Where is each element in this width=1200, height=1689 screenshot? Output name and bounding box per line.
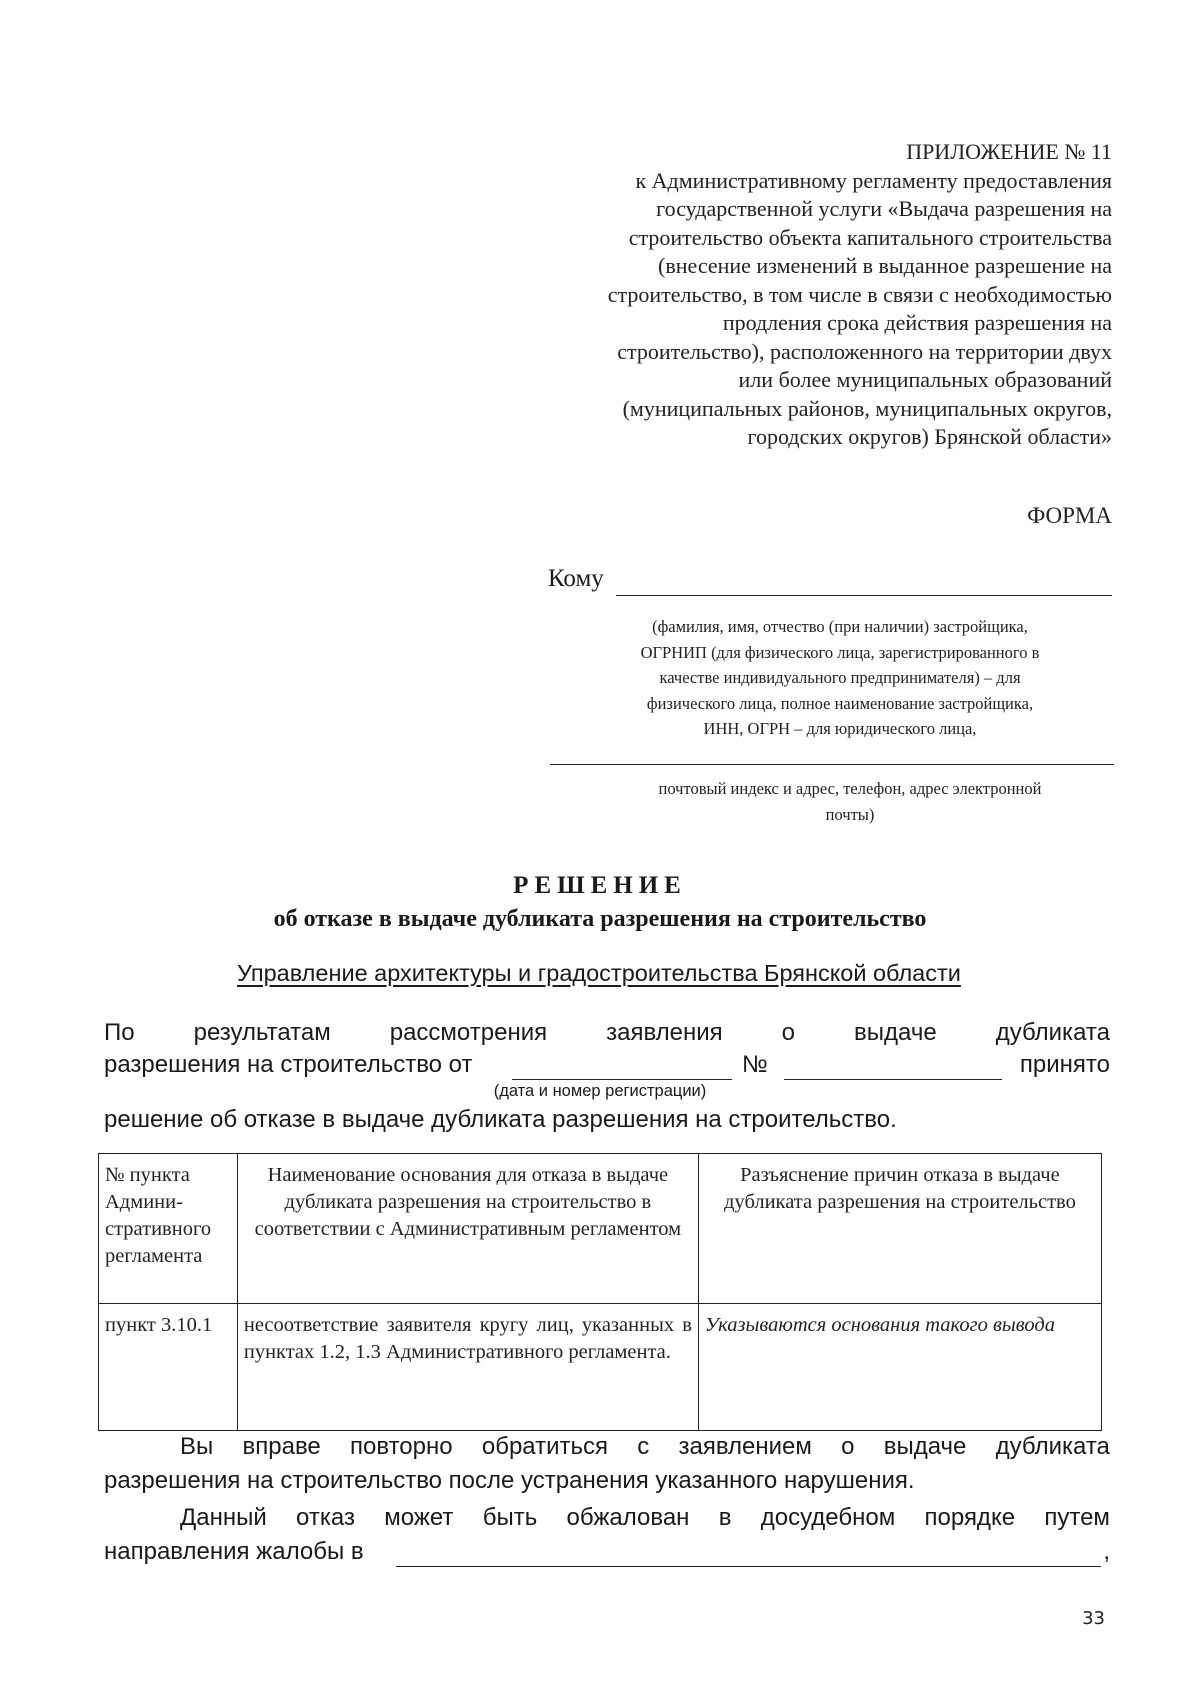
refusal-reasons-table bbox=[98, 1153, 1102, 1431]
table-header-row bbox=[99, 1154, 1102, 1304]
appendix-line: городских округов) Брянской области» bbox=[747, 424, 1112, 449]
word: дубликата bbox=[995, 1019, 1110, 1046]
recipient-input-line[interactable] bbox=[616, 595, 1112, 596]
appendix-line: строительство), расположенного на территории двух bbox=[617, 338, 1112, 364]
word: порядке bbox=[924, 1504, 1016, 1531]
header-reason: Наименование основания для отказа в выдаче дубликата разрешения на строительство в соответствии с Административным регламентом bbox=[237, 1154, 698, 1304]
form-label: ФОРМА bbox=[1027, 503, 1112, 528]
cell-point: пункт 3.10.1 bbox=[99, 1304, 238, 1431]
cell-explanation: Указываются основания такого вывода bbox=[698, 1304, 1101, 1431]
recipient-label: Кому bbox=[548, 565, 604, 592]
word: быть bbox=[482, 1504, 538, 1531]
paragraph-1-line-3: решение об отказе в выдаче дубликата разрешения на строительство. bbox=[104, 1106, 897, 1133]
number-sign: № bbox=[742, 1051, 768, 1078]
table-row bbox=[99, 1304, 1102, 1431]
word: обратиться bbox=[481, 1433, 608, 1460]
appendix-line: строительство, в том числе в связи с необходимостью bbox=[607, 281, 1112, 307]
cell-reason: несоответствие заявителя кругу лиц, указанных в пунктах 1.2, 1.3 Административного регламента. bbox=[237, 1304, 698, 1431]
recipient-note-line: (фамилия, имя, отчество (при наличии) застройщика, bbox=[652, 617, 1028, 636]
comma: , bbox=[1103, 1538, 1110, 1565]
recipient-note bbox=[560, 614, 1120, 742]
word: с bbox=[637, 1433, 650, 1460]
address-note-line: почтовый индекс и адрес, телефон, адрес электронной bbox=[658, 779, 1042, 798]
word: повторно bbox=[350, 1433, 453, 1460]
complaint-authority-input-line[interactable] bbox=[396, 1566, 1101, 1567]
word: рассмотрения bbox=[389, 1019, 548, 1046]
word: путем bbox=[1044, 1504, 1110, 1531]
issuing-authority: Управление архитектуры и градостроительства Брянской области bbox=[237, 960, 961, 986]
recipient-note-line: ОГРНИП (для физического лица, зарегистрированного в bbox=[640, 642, 1040, 662]
word: о bbox=[841, 1433, 855, 1460]
date-prefix: разрешения на строительство от bbox=[104, 1051, 473, 1078]
page-number: 33 bbox=[1082, 1608, 1105, 1629]
appendix-header bbox=[492, 138, 1112, 452]
word: Данный bbox=[180, 1504, 267, 1531]
word: вправе bbox=[242, 1433, 321, 1460]
address-note-line: почты) bbox=[825, 804, 875, 824]
paragraph-1-line-2 bbox=[104, 1051, 1110, 1083]
number-input-line[interactable] bbox=[784, 1079, 1002, 1080]
word: выдаче bbox=[854, 1019, 937, 1046]
word: досудебном bbox=[760, 1504, 896, 1531]
appendix-line: (внесение изменений в выданное разрешение на bbox=[658, 253, 1112, 278]
complaint-prefix: направления жалобы в bbox=[104, 1538, 364, 1565]
word: выдаче bbox=[883, 1433, 967, 1460]
appendix-line: строительство объекта капитального строительства bbox=[628, 224, 1112, 250]
recipient-note-line: качестве индивидуального предпринимателя) – для bbox=[659, 668, 1021, 687]
word: заявления bbox=[606, 1019, 723, 1046]
word: в bbox=[718, 1504, 732, 1531]
paragraph-3-line-2 bbox=[104, 1538, 1110, 1570]
appendix-line: к Административному регламенту предоставления bbox=[635, 167, 1112, 193]
recipient-note-line: физического лица, полное наименование застройщика, bbox=[646, 693, 1034, 713]
word: По bbox=[104, 1019, 135, 1046]
appendix-line: государственной услуги «Выдача разрешения на bbox=[656, 196, 1112, 221]
paragraph-1-line-1 bbox=[104, 1019, 1110, 1047]
recipient-note-line: ИНН, ОГРН – для юридического лица, bbox=[703, 719, 977, 738]
paragraph-2-line-2: разрешения на строительство после устранения указанного нарушения. bbox=[104, 1467, 915, 1494]
appendix-line: (муниципальных районов, муниципальных округов, bbox=[622, 395, 1112, 421]
decision-subtitle: об отказе в выдаче дубликата разрешения на строительство bbox=[273, 906, 927, 932]
paragraph-2-line-1 bbox=[104, 1433, 1110, 1461]
word: может bbox=[384, 1504, 454, 1531]
appendix-line: или более муниципальных образований bbox=[738, 367, 1112, 392]
appendix-line: продления срока действия разрешения на bbox=[722, 310, 1112, 335]
appendix-line: ПРИЛОЖЕНИЕ № 11 bbox=[906, 139, 1112, 164]
paragraph-3-line-1 bbox=[104, 1504, 1110, 1532]
date-input-line[interactable] bbox=[512, 1079, 732, 1080]
word: дубликата bbox=[995, 1433, 1110, 1460]
decision-title: РЕШЕНИЕ bbox=[513, 872, 687, 899]
address-input-line[interactable] bbox=[550, 764, 1114, 765]
word: Вы bbox=[180, 1433, 214, 1460]
date-number-hint: (дата и номер регистрации) bbox=[493, 1082, 707, 1100]
accepted-word: принято bbox=[1019, 1051, 1110, 1078]
word: заявлением bbox=[678, 1433, 812, 1460]
header-explanation: Разъяснение причин отказа в выдаче дубликата разрешения на строительство bbox=[698, 1154, 1101, 1304]
word: отказ bbox=[296, 1504, 355, 1531]
address-note bbox=[600, 776, 1100, 827]
header-point: № пункта Админи-стративного регламента bbox=[99, 1154, 238, 1304]
word: результатам bbox=[193, 1019, 331, 1046]
word: о bbox=[781, 1019, 796, 1046]
word: обжалован bbox=[566, 1504, 690, 1531]
